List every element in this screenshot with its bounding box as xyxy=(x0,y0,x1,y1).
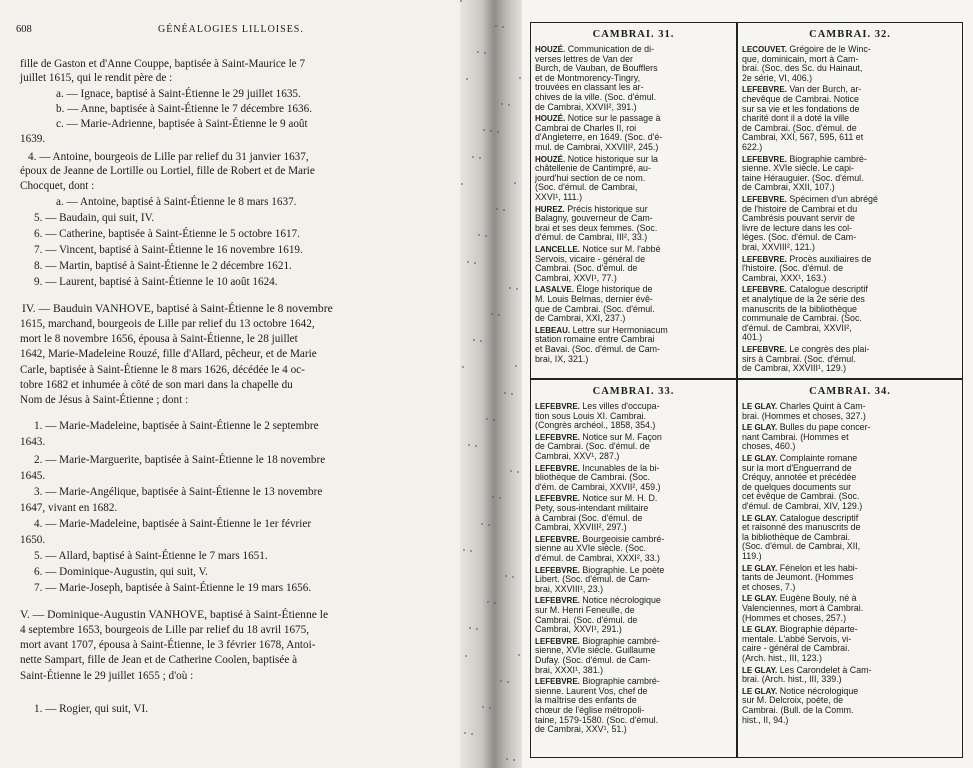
text-line: 1645. xyxy=(20,470,46,482)
entry-author: LE GLAY. xyxy=(742,423,778,433)
text-line: 1. — Rogier, qui suit, VI. xyxy=(34,703,149,715)
scan-speck xyxy=(469,627,471,629)
bibliography-entry xyxy=(742,45,960,83)
scan-speck xyxy=(484,52,486,54)
bibliography-entry xyxy=(535,677,734,735)
scan-speck xyxy=(479,157,481,159)
scan-speck xyxy=(476,628,478,630)
text-line: 1642, Marie-Madeleine Rouzé, fille d'Allard, pêcheur, et de Marie xyxy=(20,348,317,360)
book-gutter xyxy=(460,0,522,768)
bibliography-entry xyxy=(535,637,734,675)
page-header xyxy=(16,24,442,40)
bibliography-entry xyxy=(535,326,734,364)
text-line: V. — Dominique-Augustin VANHOVE, baptisé à Saint-Étienne le xyxy=(20,608,329,621)
text-line: c. — Marie-Adrienne, baptisée à Saint-Étienne le 9 août xyxy=(56,118,308,130)
scan-speck xyxy=(519,77,521,79)
entry-text: Éloge historique de M. Louis Belmas, dernier évê- que de Cambrai. (Soc. d'émul. de Cambrai, XXI, 237.) xyxy=(535,284,655,324)
text-line: mort avant 1707, épousa à Saint-Étienne, le 3 février 1678, Antoi- xyxy=(20,639,316,651)
bibliography-entry xyxy=(742,666,960,685)
entry-author: LE GLAY. xyxy=(742,625,778,635)
bibliography-entry xyxy=(742,155,960,193)
scan-speck xyxy=(508,104,510,106)
entry-author: LEFEBVRE. xyxy=(742,85,787,95)
scan-speck xyxy=(463,549,465,551)
text-line: 3. — Marie-Angélique, baptisée à Saint-Étienne le 13 novembre xyxy=(34,486,323,498)
entry-author: LE GLAY. xyxy=(742,665,778,675)
scan-speck xyxy=(477,51,479,53)
entry-text: Notice sur le passage à Cambrai de Charles II, roi d'Angleterre, en 1649. (Soc. d'é- mul. de Cambrai, XXVIII², 245.) xyxy=(535,113,663,152)
text-line: 5. — Baudain, qui suit, IV. xyxy=(34,212,155,224)
text-line: 1639. xyxy=(20,133,46,145)
scan-speck xyxy=(489,707,491,709)
bibliography-entry xyxy=(742,687,960,725)
bibliography-entry xyxy=(742,454,960,512)
entry-author: LE GLAY. xyxy=(742,513,778,523)
scan-speck xyxy=(478,234,480,236)
entry-text: Notice nécrologique sur M. Delcroix, poète, de Cambrai. (Bull. de la Comm. hist., II, 94.) xyxy=(742,685,859,725)
right-page xyxy=(522,0,973,768)
scan-speck xyxy=(488,524,490,526)
entry-text: Notice sur M. Façon de Cambrai. (Soc. d'émul. de Cambrai, XXV¹, 287.) xyxy=(535,431,662,461)
text-line: époux de Jeanne de Lortille ou Lortiel, fille de Robert et de Marie xyxy=(20,165,315,177)
scan-speck xyxy=(470,550,472,552)
entry-text: Bulles du pape concer- nant Cambrai. (Hommes et choses, 460.) xyxy=(742,422,871,452)
scan-speck xyxy=(468,444,470,446)
scan-speck xyxy=(467,261,469,263)
bibliography-entry xyxy=(742,423,960,452)
text-line: nette Sampart, fille de Jean et de Catherine Coolen, baptisée à xyxy=(20,654,298,666)
entry-author: LEFEBVRE. xyxy=(742,195,787,204)
card-title: CAMBRAI. 31. xyxy=(592,29,675,40)
bibliography-entry xyxy=(535,114,734,152)
scan-speck xyxy=(502,26,504,28)
scan-speck xyxy=(471,733,473,735)
text-line: 1643. xyxy=(20,436,46,448)
scan-speck xyxy=(485,235,487,237)
scan-speck xyxy=(462,366,464,368)
scan-speck xyxy=(504,392,506,394)
bibliography-entry xyxy=(742,514,960,562)
text-line: 6. — Catherine, baptisée à Saint-Étienne le 5 octobre 1617. xyxy=(34,228,300,240)
text-line: Nom de Jésus à Saint-Étienne ; dont : xyxy=(20,394,189,406)
text-line: 4. — Marie-Madeleine, baptisée à Saint-Étienne le 1er février xyxy=(34,518,312,530)
entry-author: LEFEBVRE. xyxy=(535,432,580,442)
text-line: fille de Gaston et d'Anne Couppe, baptisée à Saint-Maurice le 7 xyxy=(20,58,306,70)
bibliography-entry xyxy=(742,402,960,421)
entry-author: LEFEBVRE. xyxy=(535,402,580,411)
bibliography-entry xyxy=(742,195,960,253)
text-line: 2. — Marie-Marguerite, baptisée à Saint-Étienne le 18 novembre xyxy=(34,454,326,466)
text-line: Carle, baptisée à Saint-Étienne le 8 mars 1626, décédée le 4 oc- xyxy=(20,364,305,376)
text-line: mort le 8 novembre 1656, épousa à Saint-Étienne, le 28 juillet xyxy=(20,333,298,345)
bibliography-entry xyxy=(535,45,734,112)
entry-text: Biographie. Le poète Libert. (Soc. d'émul. de Cam- brai, XXVIII¹, 23.) xyxy=(535,564,665,594)
text-line: 1615, marchand, bourgeois de Lille par relief du 13 octobre 1642, xyxy=(20,318,315,330)
entry-text: Catalogue descriptif et analytique de la 2e série des manuscrits de la bibliothèque communale de Cambrai. (Soc. d'émul. de Cambrai, XXVII², 401.) xyxy=(742,284,868,343)
bibliography-entry xyxy=(742,594,960,623)
entry-author: LEFEBVRE. xyxy=(535,494,580,504)
scan-speck xyxy=(497,131,499,133)
scan-speck xyxy=(472,156,474,158)
bibliography-entry xyxy=(535,494,734,532)
bibliography-entry xyxy=(535,433,734,462)
entry-author: LEFEBVRE. xyxy=(535,463,580,473)
scan-speck xyxy=(475,445,477,447)
scan-speck xyxy=(466,78,468,80)
entry-text: Notice historique sur la châtellenie de Cantimpré, au- jourd'hui section de ce nom. (Soc. d'émul. de Cambrai, XXVI¹, 111.) xyxy=(535,153,658,202)
entry-text: Les Carondelet à Cam- brai. (Arch. hist., III, 339.) xyxy=(742,664,872,685)
entry-text: Le congrès des plai- sirs à Cambrai. (Soc. d'émul. de Cambrai, XXVIII¹, 129.) xyxy=(742,344,870,374)
text-line: 4. — Antoine, bourgeois de Lille par relief du 31 janvier 1637, xyxy=(28,151,309,163)
entry-text: Spécimen d'un abrégé de l'histoire de Cambrai et du Cambrésis pouvant servir de livre de lecture dans les col- lèges. (Soc. d'émul. de Cam- brai, XXVIII², 121.) xyxy=(742,194,878,252)
entry-author: LEFEBVRE. xyxy=(535,636,580,646)
entry-author: HOUZÉ. xyxy=(535,154,566,164)
scan-speck xyxy=(461,183,463,185)
entry-text: Communication de di- verses lettres de Van der Burch, de Vauban, de Boufflers et de Montmorency-Tingry, trouvées en classant les ar- chives de la ville. (Soc. d'émul. de Cambrai, XXVII², 391.) xyxy=(535,44,658,112)
scan-speck xyxy=(496,208,498,210)
bibliography-entry xyxy=(742,255,960,284)
scan-speck xyxy=(498,314,500,316)
catalogue-card-34 xyxy=(738,380,962,757)
bibliography-entry xyxy=(535,566,734,595)
text-line: 1650. xyxy=(20,534,46,546)
text-line: a. — Antoine, baptisé à Saint-Étienne le 8 mars 1637. xyxy=(56,196,297,208)
text-line: IV. — Bauduin VANHOVE, baptisé à Saint-Étienne le 8 novembre xyxy=(22,302,333,315)
bibliography-entry xyxy=(742,625,960,663)
catalogue-card-32 xyxy=(738,23,962,378)
text-line: 8. — Martin, baptisé à Saint-Étienne le 2 décembre 1621. xyxy=(34,260,292,272)
bibliography-entry xyxy=(742,345,960,374)
bibliography-entry xyxy=(535,596,734,634)
scan-speck xyxy=(501,103,503,105)
text-line: 4 septembre 1653, bourgeois de Lille par relief du 18 avril 1675, xyxy=(20,624,310,636)
running-title: GÉNÉALOGIES LILLOISES. xyxy=(158,24,304,35)
entry-text: Les villes d'occupa- tion sous Louis XI. Cambrai. (Congrès archéol., 1858, 354.) xyxy=(535,401,660,431)
entry-text: Précis historique sur Balagny, gouverneur de Cam- brai et ses deux femmes. (Soc. d'émul. de Cambrai, III², 33.) xyxy=(535,203,658,243)
scan-speck xyxy=(493,419,495,421)
entry-text: Notice nécrologique sur M. Henri Feneulle, de Cambrai. (Soc. d'émul. de Cambrai, XXVI¹, 291.) xyxy=(535,595,661,635)
entry-text: Lettre sur Hermoniacum station romaine entre Cambrai et Bavai. (Soc. d'émul. de Cam- brai, IX, 321.) xyxy=(535,324,668,364)
scan-speck xyxy=(505,575,507,577)
scan-speck xyxy=(495,25,497,27)
scan-speck xyxy=(492,496,494,498)
scan-speck xyxy=(465,655,467,657)
entry-author: LEFEBVRE. xyxy=(535,596,580,606)
scan-speck xyxy=(511,393,513,395)
entry-text: Fénelon et les habi- tants de Jeumont. (Hommes et choses, 7.) xyxy=(742,562,858,592)
bibliography-entry xyxy=(535,205,734,243)
entry-author: LEFEBVRE. xyxy=(535,534,580,544)
entry-text: Biographie cambré- sienne. Laurent Vos, chef de la maîtrise des enfants de chœur de l'église métropoli- taine, 1579-1580. (Soc. d'émul. de Cambrai, XXV¹, 51.) xyxy=(535,676,660,735)
text-line: 7. — Vincent, baptisé à Saint-Étienne le 16 novembre 1619. xyxy=(34,244,303,256)
bibliography-entry xyxy=(535,535,734,564)
scan-speck xyxy=(514,182,516,184)
bibliography-entry xyxy=(535,155,734,203)
entry-text: Catalogue descriptif et raisonné des manuscrits de la bibliothèque de Cambrai. (Soc. d'émul. de Cambrai, XII, 119.) xyxy=(742,512,861,561)
entry-text: Biographie cambré- sienne. XVIe siècle. Le capi- taine Hérauguier. (Soc. d'émul. de Cambrai, XXII, 107.) xyxy=(742,153,867,193)
left-page xyxy=(0,0,460,768)
scan-speck xyxy=(482,706,484,708)
text-line: 7. — Marie-Joseph, baptisée à Saint-Étienne le 19 mars 1656. xyxy=(34,582,312,594)
entry-author: LEFEBVRE. xyxy=(742,345,787,354)
scan-speck xyxy=(490,130,492,132)
scan-speck xyxy=(494,602,496,604)
entry-text: Bourgeoisie cambré- sienne au XVIe siècle. (Soc. d'émul. de Cambrai, XXXI², 33.) xyxy=(535,533,665,563)
entry-author: LEBEAU. xyxy=(535,325,571,335)
scan-speck xyxy=(513,759,515,761)
entry-text: Eugène Bouly, né à Valenciennes, mort à Cambrai. (Hommes et choses, 257.) xyxy=(742,593,864,623)
card-title: CAMBRAI. 34. xyxy=(809,386,891,397)
entry-author: LASALVE. xyxy=(535,285,574,295)
scan-speck xyxy=(474,262,476,264)
text-line: 1. — Marie-Madeleine, baptisée à Saint-Étienne le 2 septembre xyxy=(34,420,319,432)
entry-author: LE GLAY. xyxy=(742,454,778,463)
entry-text: Biographie départe- mentale. L'abbé Servois, vi- caire - général de Cambrai. (Arch. hist., III, 123.) xyxy=(742,624,858,663)
scan-speck xyxy=(509,287,511,289)
bibliography-entry xyxy=(535,402,734,431)
scan-speck xyxy=(483,129,485,131)
entry-author: LEFEBVRE. xyxy=(742,254,787,264)
card-title: CAMBRAI. 33. xyxy=(592,386,675,397)
entry-author: LEFEBVRE. xyxy=(742,285,787,295)
entry-text: Incunables de la bi- bliothèque de Cambrai. (Soc. d'ém. de Cambrai, XXVII², 459.) xyxy=(535,462,661,492)
text-line: 9. — Laurent, baptisé à Saint-Étienne le 10 août 1624. xyxy=(34,276,278,288)
scan-speck xyxy=(486,418,488,420)
bibliography-entry xyxy=(742,285,960,343)
scan-speck xyxy=(460,0,462,2)
entry-text: Grégoire de le Winc- que, dominicain, mort à Cam- brai. (Soc. des Sc. du Hainaut, 2e série, VI, 406.) xyxy=(742,44,871,83)
entry-author: LEFEBVRE. xyxy=(535,677,580,687)
entry-text: Procès auxiliaires de l'histoire. (Soc. d'émul. de Cambrai, XXX¹, 163.) xyxy=(742,253,872,283)
scan-speck xyxy=(516,288,518,290)
text-line: Saint-Étienne le 29 juillet 1655 ; d'où : xyxy=(20,670,194,682)
scan-speck xyxy=(512,576,514,578)
scan-speck xyxy=(515,365,517,367)
bibliography-entry xyxy=(535,285,734,323)
card-title: CAMBRAI. 32. xyxy=(809,29,891,40)
scan-speck xyxy=(491,313,493,315)
bibliography-entry xyxy=(535,245,734,283)
entry-text: Charles Quint à Cam- brai. (Hommes et choses, 327.) xyxy=(742,401,866,421)
entry-author: LE GLAY. xyxy=(742,594,778,604)
scan-speck xyxy=(480,340,482,342)
text-line: 1647, vivant en 1682. xyxy=(20,502,118,514)
entry-text: Notice sur M. l'abbé Servois, vicaire - général de Cambrai. (Soc. d'émul. de Cambrai, XXVI¹, 77.) xyxy=(535,244,661,283)
text-line: Chocquet, dont : xyxy=(20,180,95,192)
bibliography-entry xyxy=(535,464,734,493)
bibliography-entry xyxy=(742,85,960,152)
catalogue-grid xyxy=(530,22,963,758)
entry-author: LEFEBVRE. xyxy=(535,565,580,575)
entry-text: Biographie cambré- sienne, XVIe siècle. Guillaume Dufay. (Soc. d'émul. de Cam- brai, XXXI¹, 381.) xyxy=(535,635,660,675)
scan-speck xyxy=(500,680,502,682)
scan-speck xyxy=(487,601,489,603)
catalogue-card-31 xyxy=(531,23,736,378)
scan-speck xyxy=(464,732,466,734)
entry-text: Complainte romane sur la mort d'Enguerrand de Créquy, annotée et précédée de quelques documents sur cet évêque de Cambrai. (Soc. d'émul. de Cambrai, XIV, 129.) xyxy=(742,453,863,511)
text-line: b. — Anne, baptisée à Saint-Étienne le 7 décembre 1636. xyxy=(56,103,312,115)
catalogue-card-33 xyxy=(531,380,736,757)
entry-author: HUREZ. xyxy=(535,204,565,214)
scan-speck xyxy=(503,209,505,211)
scan-speck xyxy=(517,471,519,473)
scan-speck xyxy=(473,339,475,341)
entry-author: LE GLAY. xyxy=(742,563,778,573)
scan-speck xyxy=(499,497,501,499)
entry-author: HOUZÉ. xyxy=(535,45,566,54)
scan-speck xyxy=(510,470,512,472)
text-line: 6. — Dominique-Augustin, qui suit, V. xyxy=(34,566,208,578)
scan-speck xyxy=(507,681,509,683)
entry-author: LE GLAY. xyxy=(742,402,778,411)
page-number: 608 xyxy=(16,24,32,35)
entry-text: Notice sur M. H. D. Pety, sous-intendant militaire à Cambrai (Soc. d'émul. de Cambrai, XXVIII², 297.) xyxy=(535,493,658,533)
text-line: tobre 1682 et inhumée à côté de son mari dans la chapelle du xyxy=(20,379,293,391)
text-line: 5. — Allard, baptisé à Saint-Étienne le 7 mars 1651. xyxy=(34,550,268,562)
entry-author: LEFEBVRE. xyxy=(742,154,787,164)
entry-author: LE GLAY. xyxy=(742,686,778,696)
scan-speck xyxy=(481,523,483,525)
bibliography-entry xyxy=(742,564,960,593)
scan-speck xyxy=(518,654,520,656)
text-line: a. — Ignace, baptisé à Saint-Étienne le 29 juillet 1635. xyxy=(56,88,301,100)
entry-author: HOUZÉ. xyxy=(535,114,566,124)
entry-author: LANCELLE. xyxy=(535,245,580,254)
scan-speck xyxy=(506,758,508,760)
entry-author: LECOUVET. xyxy=(742,45,787,54)
text-line: juillet 1615, qui le rendit père de : xyxy=(20,72,173,84)
entry-text: Van der Burch, ar- chevêque de Cambrai. Notice sur sa vie et les fondations de charité dont il a doté la ville de Cambrai. (Soc. d'émul. de Cambrai, XXI, 567, 595, 611 et 622.) xyxy=(742,84,864,152)
